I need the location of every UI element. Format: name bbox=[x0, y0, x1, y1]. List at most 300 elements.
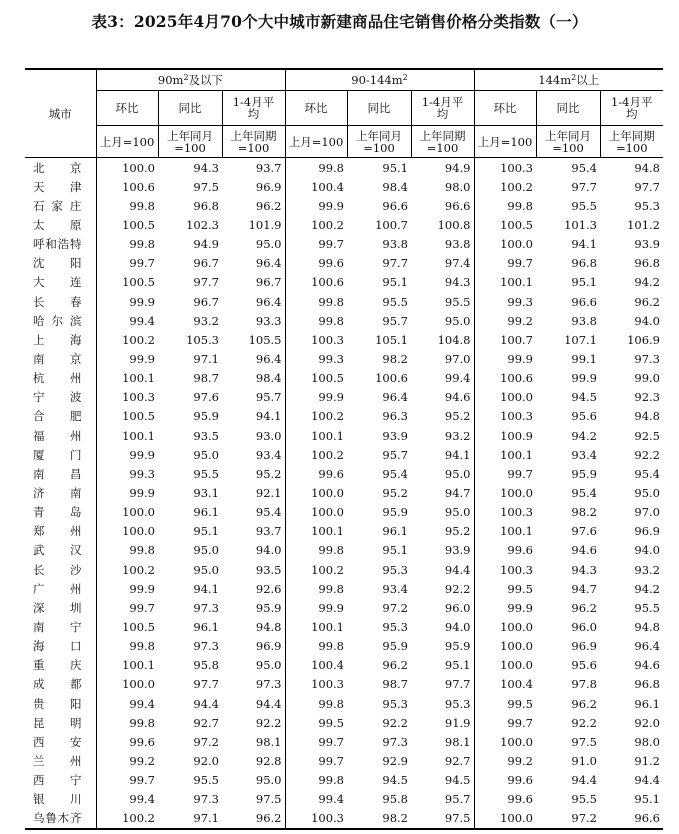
price-index-table bbox=[25, 68, 663, 830]
table-row bbox=[25, 522, 663, 541]
index-value: 96.7 bbox=[193, 294, 219, 309]
index-value: 106.9 bbox=[627, 332, 660, 347]
index-value: 95.4 bbox=[634, 466, 660, 481]
index-value: 94.7 bbox=[571, 581, 597, 596]
index-value: 97.3 bbox=[255, 677, 282, 692]
city-name: 呼和浩特 bbox=[33, 237, 82, 252]
index-value: 100.7 bbox=[474, 330, 536, 349]
index-value: 100.3 bbox=[474, 560, 536, 579]
index-value: 99.2 bbox=[96, 751, 158, 770]
index-value: 97.5 bbox=[255, 792, 282, 807]
index-value: 96.1 bbox=[382, 524, 408, 539]
index-value: 96.4 bbox=[255, 294, 282, 309]
table-row bbox=[25, 254, 663, 273]
index-value: 99.5 bbox=[285, 713, 347, 732]
index-value: 99.7 bbox=[474, 254, 536, 273]
metric-header: 环比 bbox=[96, 91, 158, 126]
index-value: 95.7 bbox=[382, 313, 408, 328]
index-value: 94.5 bbox=[571, 390, 597, 405]
index-value: 97.6 bbox=[193, 390, 219, 405]
index-value: 99.8 bbox=[285, 637, 347, 656]
index-value: 99.9 bbox=[96, 445, 158, 464]
index-value: 95.1 bbox=[382, 275, 408, 290]
index-value: 95.8 bbox=[382, 792, 408, 807]
index-value: 93.3 bbox=[255, 313, 282, 328]
index-value: 100.1 bbox=[96, 656, 158, 675]
index-value: 99.7 bbox=[96, 598, 158, 617]
city-name: 武汉 bbox=[33, 543, 82, 558]
index-value: 100.3 bbox=[285, 330, 347, 349]
index-value: 97.1 bbox=[158, 809, 222, 829]
city-name: 昆明 bbox=[33, 715, 82, 730]
metric-header: 1-4月平均 bbox=[222, 91, 285, 126]
index-value: 100.5 bbox=[96, 407, 158, 426]
index-value: 95.1 bbox=[193, 524, 219, 539]
index-value: 92.6 bbox=[255, 581, 282, 596]
index-value: 95.2 bbox=[444, 409, 471, 424]
index-value: 92.5 bbox=[634, 428, 660, 443]
index-value: 96.2 bbox=[222, 809, 285, 829]
index-value: 95.6 bbox=[571, 658, 597, 673]
city-name: 哈尔滨 bbox=[33, 313, 82, 328]
index-value: 99.8 bbox=[285, 541, 347, 560]
index-value: 97.0 bbox=[444, 351, 471, 366]
city-name: 贵阳 bbox=[33, 696, 82, 711]
index-value: 102.3 bbox=[186, 217, 219, 232]
index-value: 95.1 bbox=[571, 275, 597, 290]
metric-header: 同比 bbox=[347, 91, 411, 126]
index-value: 93.9 bbox=[634, 237, 660, 252]
index-value: 95.1 bbox=[382, 160, 408, 175]
base-header: 上年同月=100 bbox=[347, 126, 411, 158]
index-value: 99.8 bbox=[285, 311, 347, 330]
city-name: 重庆 bbox=[33, 658, 82, 673]
index-value: 99.5 bbox=[474, 579, 536, 598]
index-value: 100.6 bbox=[375, 371, 408, 386]
index-value: 100.0 bbox=[474, 235, 536, 254]
index-value: 94.7 bbox=[444, 485, 471, 500]
index-value: 95.4 bbox=[571, 485, 597, 500]
index-value: 96.3 bbox=[382, 409, 408, 424]
city-name: 银川 bbox=[33, 792, 82, 807]
table-row bbox=[25, 732, 663, 751]
table-row bbox=[25, 464, 663, 483]
index-value: 99.0 bbox=[634, 371, 660, 386]
index-value: 100.0 bbox=[474, 483, 536, 502]
index-value: 96.6 bbox=[600, 809, 663, 829]
city-name: 兰州 bbox=[33, 753, 82, 768]
index-value: 100.0 bbox=[474, 617, 536, 636]
index-value: 100.1 bbox=[474, 522, 536, 541]
index-value: 100.5 bbox=[474, 215, 536, 234]
index-value: 92.1 bbox=[255, 485, 282, 500]
city-name: 南昌 bbox=[33, 466, 82, 481]
index-value: 94.8 bbox=[255, 619, 282, 634]
index-value: 94.8 bbox=[634, 619, 660, 634]
index-value: 100.2 bbox=[96, 560, 158, 579]
index-value: 94.3 bbox=[571, 562, 597, 577]
index-value: 98.2 bbox=[382, 351, 408, 366]
index-value: 94.0 bbox=[634, 313, 660, 328]
city-name: 北京 bbox=[33, 160, 82, 175]
index-value: 92.7 bbox=[193, 715, 219, 730]
table-row bbox=[25, 349, 663, 368]
index-value: 95.3 bbox=[382, 619, 408, 634]
group-header-small: $90m^2$及以下 bbox=[96, 69, 285, 91]
index-value: 99.3 bbox=[96, 464, 158, 483]
table-row bbox=[25, 713, 663, 732]
city-name: 海口 bbox=[33, 639, 82, 654]
index-value: 100.0 bbox=[96, 503, 158, 522]
index-value: 95.7 bbox=[382, 447, 408, 462]
index-value: 99.9 bbox=[285, 388, 347, 407]
city-name: 合肥 bbox=[33, 409, 82, 424]
index-value: 97.3 bbox=[193, 792, 219, 807]
index-value: 98.2 bbox=[347, 809, 411, 829]
table-row bbox=[25, 751, 663, 770]
table-row bbox=[25, 177, 663, 196]
index-value: 92.0 bbox=[634, 715, 660, 730]
index-value: 100.2 bbox=[285, 215, 347, 234]
index-value: 100.3 bbox=[96, 388, 158, 407]
index-value: 100.2 bbox=[96, 330, 158, 349]
index-value: 97.7 bbox=[571, 179, 597, 194]
index-value: 96.8 bbox=[634, 677, 660, 692]
index-value: 99.8 bbox=[285, 771, 347, 790]
table-row bbox=[25, 426, 663, 445]
index-value: 99.9 bbox=[474, 349, 536, 368]
index-value: 100.1 bbox=[285, 617, 347, 636]
table-row bbox=[25, 215, 663, 234]
index-value: 97.5 bbox=[571, 734, 597, 749]
index-value: 96.1 bbox=[193, 505, 219, 520]
index-value: 105.1 bbox=[375, 332, 408, 347]
index-value: 95.5 bbox=[193, 466, 219, 481]
city-name: 南京 bbox=[33, 351, 82, 366]
index-value: 96.4 bbox=[255, 256, 282, 271]
index-value: 99.7 bbox=[96, 771, 158, 790]
table-body bbox=[25, 158, 663, 829]
index-value: 100.0 bbox=[285, 483, 347, 502]
index-value: 95.0 bbox=[255, 773, 282, 788]
index-value: 100.0 bbox=[474, 388, 536, 407]
table-row bbox=[25, 196, 663, 215]
index-value: 94.4 bbox=[444, 562, 471, 577]
index-value: 95.5 bbox=[193, 773, 219, 788]
index-value: 99.8 bbox=[96, 637, 158, 656]
index-value: 93.8 bbox=[444, 237, 471, 252]
index-value: 99.6 bbox=[474, 790, 536, 809]
index-value: 100.3 bbox=[285, 675, 347, 694]
index-value: 93.2 bbox=[444, 428, 471, 443]
index-value: 98.4 bbox=[382, 179, 408, 194]
index-value: 100.2 bbox=[285, 445, 347, 464]
index-value: 100.3 bbox=[474, 503, 536, 522]
index-value: 94.6 bbox=[444, 390, 471, 405]
city-name: 深圳 bbox=[33, 600, 82, 615]
index-value: 94.2 bbox=[571, 428, 597, 443]
index-value: 97.3 bbox=[193, 639, 219, 654]
index-value: 94.0 bbox=[255, 543, 282, 558]
index-value: 95.0 bbox=[634, 485, 660, 500]
city-name: 济南 bbox=[33, 485, 82, 500]
index-value: 94.2 bbox=[634, 581, 660, 596]
index-value: 93.8 bbox=[382, 237, 408, 252]
index-value: 95.0 bbox=[444, 505, 471, 520]
index-value: 99.2 bbox=[474, 751, 536, 770]
index-value: 100.0 bbox=[96, 158, 158, 178]
index-value: 98.0 bbox=[444, 179, 471, 194]
table-row bbox=[25, 292, 663, 311]
index-value: 95.0 bbox=[193, 543, 219, 558]
index-value: 99.4 bbox=[444, 371, 471, 386]
index-value: 95.0 bbox=[255, 237, 282, 252]
index-value: 95.2 bbox=[255, 466, 282, 481]
base-header: 上月=100 bbox=[96, 126, 158, 158]
index-value: 96.0 bbox=[571, 619, 597, 634]
index-value: 94.2 bbox=[634, 275, 660, 290]
index-value: 100.6 bbox=[474, 369, 536, 388]
index-value: 95.3 bbox=[382, 696, 408, 711]
index-value: 100.0 bbox=[474, 732, 536, 751]
city-name: 天津 bbox=[33, 179, 82, 194]
index-value: 93.4 bbox=[382, 581, 408, 596]
index-value: 95.3 bbox=[634, 198, 660, 213]
index-value: 100.5 bbox=[96, 273, 158, 292]
index-value: 95.9 bbox=[571, 466, 597, 481]
index-value: 99.9 bbox=[285, 598, 347, 617]
city-name: 杭州 bbox=[33, 371, 82, 386]
city-name: 沈阳 bbox=[33, 256, 82, 271]
index-value: 100.1 bbox=[96, 426, 158, 445]
index-value: 97.2 bbox=[536, 809, 600, 829]
index-value: 95.7 bbox=[255, 390, 282, 405]
index-value: 100.0 bbox=[474, 809, 536, 829]
index-value: 96.8 bbox=[193, 198, 219, 213]
index-value: 94.4 bbox=[634, 773, 660, 788]
index-value: 97.2 bbox=[382, 600, 408, 615]
index-value: 92.2 bbox=[255, 715, 282, 730]
index-value: 93.8 bbox=[571, 313, 597, 328]
index-value: 93.9 bbox=[382, 428, 408, 443]
index-value: 99.9 bbox=[96, 483, 158, 502]
index-value: 94.4 bbox=[255, 696, 282, 711]
index-value: 93.9 bbox=[444, 543, 471, 558]
table-row bbox=[25, 656, 663, 675]
index-value: 94.5 bbox=[444, 773, 471, 788]
index-value: 96.8 bbox=[571, 256, 597, 271]
index-value: 99.4 bbox=[96, 311, 158, 330]
metric-header: 环比 bbox=[285, 91, 347, 126]
index-value: 96.9 bbox=[634, 524, 660, 539]
index-value: 96.9 bbox=[571, 639, 597, 654]
index-value: 97.2 bbox=[193, 734, 219, 749]
index-value: 99.1 bbox=[571, 351, 597, 366]
index-value: 99.8 bbox=[285, 158, 347, 178]
index-value: 94.4 bbox=[571, 773, 597, 788]
index-value: 100.0 bbox=[474, 656, 536, 675]
table-row bbox=[25, 579, 663, 598]
index-value: 96.9 bbox=[255, 179, 282, 194]
index-value: 98.1 bbox=[444, 734, 471, 749]
metric-header: 1-4月平均 bbox=[411, 91, 474, 126]
index-value: 94.8 bbox=[634, 160, 660, 175]
index-value: 95.1 bbox=[382, 543, 408, 558]
city-column-header: 城市 bbox=[25, 69, 96, 158]
table-row bbox=[25, 483, 663, 502]
city-name: 南宁 bbox=[33, 619, 82, 634]
index-value: 95.4 bbox=[571, 160, 597, 175]
index-value: 98.7 bbox=[382, 677, 408, 692]
index-value: 99.7 bbox=[474, 713, 536, 732]
index-value: 94.3 bbox=[193, 160, 219, 175]
index-value: 95.5 bbox=[571, 198, 597, 213]
index-value: 95.5 bbox=[444, 294, 471, 309]
table-row bbox=[25, 541, 663, 560]
city-name: 成都 bbox=[33, 677, 82, 692]
index-value: 94.9 bbox=[193, 237, 219, 252]
index-value: 105.3 bbox=[186, 332, 219, 347]
table-row bbox=[25, 694, 663, 713]
index-value: 94.6 bbox=[571, 543, 597, 558]
metric-header-row bbox=[25, 91, 663, 126]
index-value: 95.9 bbox=[382, 639, 408, 654]
index-value: 99.9 bbox=[474, 598, 536, 617]
index-value: 98.7 bbox=[193, 371, 219, 386]
index-value: 100.2 bbox=[96, 809, 158, 829]
index-value: 97.6 bbox=[571, 524, 597, 539]
table-row bbox=[25, 675, 663, 694]
city-name: 上海 bbox=[33, 332, 82, 347]
table-row bbox=[25, 637, 663, 656]
index-value: 93.5 bbox=[193, 428, 219, 443]
index-value: 91.0 bbox=[571, 753, 597, 768]
table-row bbox=[25, 407, 663, 426]
index-value: 93.4 bbox=[571, 447, 597, 462]
index-value: 97.7 bbox=[193, 677, 219, 692]
city-name: 厦门 bbox=[33, 447, 82, 462]
index-value: 95.9 bbox=[444, 639, 471, 654]
index-value: 99.4 bbox=[96, 790, 158, 809]
index-value: 96.8 bbox=[634, 256, 660, 271]
table-row bbox=[25, 388, 663, 407]
index-value: 94.1 bbox=[193, 581, 219, 596]
index-value: 94.9 bbox=[444, 160, 471, 175]
index-value: 99.6 bbox=[474, 541, 536, 560]
city-name: 石家庄 bbox=[33, 198, 82, 213]
index-value: 95.9 bbox=[255, 600, 282, 615]
index-value: 100.2 bbox=[285, 407, 347, 426]
index-value: 99.7 bbox=[285, 732, 347, 751]
index-value: 95.0 bbox=[193, 447, 219, 462]
index-value: 100.1 bbox=[285, 522, 347, 541]
base-header: 上年同月=100 bbox=[158, 126, 222, 158]
index-value: 99.6 bbox=[96, 732, 158, 751]
index-value: 95.5 bbox=[382, 294, 408, 309]
metric-header: 环比 bbox=[474, 91, 536, 126]
index-value: 99.6 bbox=[474, 771, 536, 790]
index-value: 96.0 bbox=[444, 600, 471, 615]
table-row bbox=[25, 809, 663, 829]
index-value: 95.1 bbox=[444, 658, 471, 673]
index-value: 94.0 bbox=[634, 543, 660, 558]
index-value: 97.7 bbox=[444, 677, 471, 692]
index-value: 99.9 bbox=[285, 196, 347, 215]
index-value: 100.1 bbox=[474, 445, 536, 464]
index-value: 95.7 bbox=[444, 792, 471, 807]
index-value: 97.4 bbox=[444, 256, 471, 271]
index-value: 95.9 bbox=[382, 505, 408, 520]
index-value: 92.8 bbox=[255, 753, 282, 768]
table-row bbox=[25, 445, 663, 464]
index-value: 92.2 bbox=[571, 715, 597, 730]
index-value: 99.9 bbox=[96, 349, 158, 368]
index-value: 92.2 bbox=[444, 581, 471, 596]
index-value: 96.2 bbox=[571, 600, 597, 615]
index-value: 96.7 bbox=[193, 256, 219, 271]
index-value: 92.3 bbox=[634, 390, 660, 405]
index-value: 99.4 bbox=[285, 790, 347, 809]
index-value: 95.0 bbox=[444, 313, 471, 328]
index-value: 96.2 bbox=[255, 198, 282, 213]
index-value: 98.4 bbox=[255, 371, 282, 386]
index-value: 95.5 bbox=[634, 600, 660, 615]
index-value: 94.1 bbox=[255, 409, 282, 424]
index-value: 95.3 bbox=[382, 562, 408, 577]
index-value: 99.5 bbox=[474, 694, 536, 713]
index-value: 97.3 bbox=[382, 734, 408, 749]
base-header: 上月=100 bbox=[474, 126, 536, 158]
base-header: 上年同期=100 bbox=[600, 126, 663, 158]
index-value: 99.8 bbox=[96, 713, 158, 732]
index-value: 93.7 bbox=[255, 160, 282, 175]
index-value: 97.8 bbox=[571, 677, 597, 692]
index-value: 100.6 bbox=[285, 273, 347, 292]
metric-header: 同比 bbox=[158, 91, 222, 126]
index-value: 93.5 bbox=[255, 562, 282, 577]
index-value: 99.8 bbox=[96, 541, 158, 560]
metric-header: 同比 bbox=[536, 91, 600, 126]
index-value: 94.1 bbox=[444, 447, 471, 462]
index-value: 97.3 bbox=[193, 600, 219, 615]
index-value: 97.7 bbox=[382, 256, 408, 271]
index-value: 94.5 bbox=[382, 773, 408, 788]
index-value: 100.3 bbox=[474, 407, 536, 426]
metric-header: 1-4月平均 bbox=[600, 91, 663, 126]
index-value: 96.6 bbox=[444, 198, 471, 213]
index-value: 101.2 bbox=[627, 217, 660, 232]
index-value: 99.2 bbox=[474, 311, 536, 330]
index-value: 95.0 bbox=[444, 466, 471, 481]
index-value: 93.2 bbox=[634, 562, 660, 577]
index-value: 100.1 bbox=[474, 273, 536, 292]
index-value: 96.1 bbox=[634, 696, 660, 711]
index-value: 94.6 bbox=[634, 658, 660, 673]
index-value: 99.8 bbox=[96, 196, 158, 215]
index-value: 96.2 bbox=[634, 294, 660, 309]
table-row bbox=[25, 560, 663, 579]
index-value: 100.3 bbox=[474, 158, 536, 178]
index-value: 94.0 bbox=[444, 619, 471, 634]
index-value: 99.6 bbox=[285, 254, 347, 273]
base-header: 上月=100 bbox=[285, 126, 347, 158]
index-value: 93.7 bbox=[255, 524, 282, 539]
index-value: 107.1 bbox=[564, 332, 597, 347]
index-value: 100.4 bbox=[285, 656, 347, 675]
index-value: 99.8 bbox=[474, 196, 536, 215]
index-value: 100.2 bbox=[474, 177, 536, 196]
index-value: 100.0 bbox=[285, 503, 347, 522]
